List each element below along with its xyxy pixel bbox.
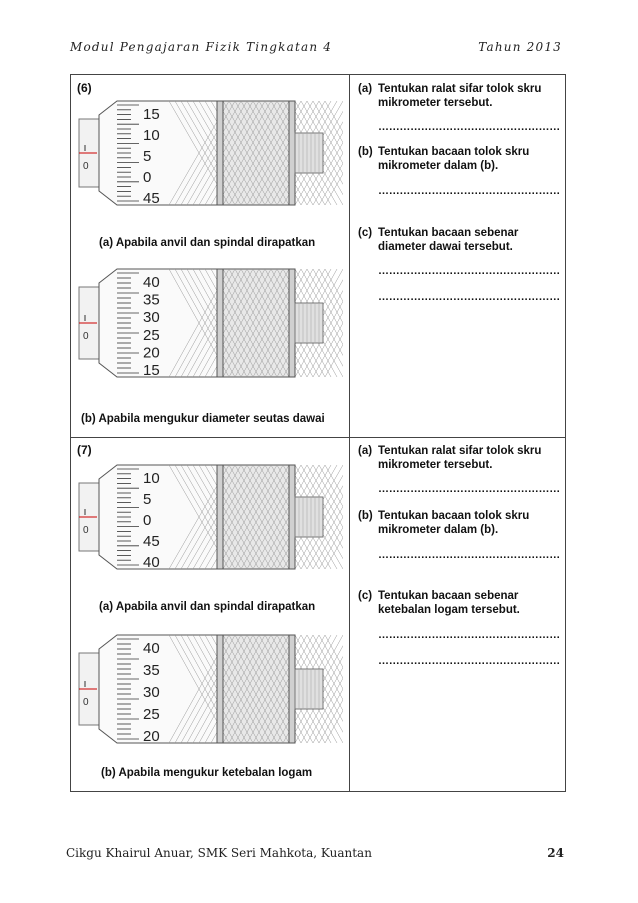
question-row-7 xyxy=(71,437,565,791)
part-label: (b) xyxy=(358,146,373,158)
question-number: (7) xyxy=(77,443,92,457)
answer-line: …………………………………………… xyxy=(378,291,560,303)
micrometer-zero-reading xyxy=(77,457,343,577)
header-year: Tahun 2013 xyxy=(478,40,562,54)
part-text: mikrometer tersebut. xyxy=(378,459,493,471)
knob-rim xyxy=(217,101,223,205)
part-text: Tentukan bacaan sebenar xyxy=(378,227,519,239)
answer-line: …………………………………………… xyxy=(378,185,560,197)
thimble-scale-label: 35 xyxy=(143,662,160,679)
part-text: diameter dawai tersebut. xyxy=(378,241,513,253)
thimble-scale-label: 5 xyxy=(143,148,152,165)
part-text: Tentukan ralat sifar tolok skru xyxy=(378,83,542,95)
thimble-scale-label: 25 xyxy=(143,326,160,344)
micrometer-metal-reading xyxy=(77,627,343,751)
thimble-scale-label: 20 xyxy=(143,344,160,362)
header-module-title: Modul Pengajaran Fizik Tingkatan 4 xyxy=(70,40,333,54)
micrometer-zero-reading xyxy=(77,93,343,213)
question-part-b xyxy=(358,145,563,173)
caption-wire-reading: (b) Apabila mengukur diameter seutas dawai xyxy=(81,413,325,425)
answer-line: …………………………………………… xyxy=(378,549,560,561)
part-text: Tentukan bacaan sebenar xyxy=(378,590,519,602)
thimble-scale-label: 15 xyxy=(143,362,160,379)
part-label: (a) xyxy=(358,445,373,457)
sleeve-zero-label: 0 xyxy=(83,697,89,708)
question-part-b xyxy=(358,509,563,537)
knob-rim xyxy=(289,635,295,743)
knob-rim xyxy=(289,269,295,377)
thimble-scale-label: 45 xyxy=(143,190,160,207)
part-text: ketebalan logam tersebut. xyxy=(378,604,520,616)
caption-metal-reading: (b) Apabila mengukur ketebalan logam xyxy=(101,767,313,779)
sleeve-zero-label: 0 xyxy=(83,161,89,172)
part-label: (c) xyxy=(358,227,373,239)
thimble-scale-label: 30 xyxy=(143,684,160,701)
knob-rim xyxy=(289,465,295,569)
sleeve-zero-label: 0 xyxy=(83,525,89,536)
question-part-a xyxy=(358,82,563,110)
part-text: mikrometer dalam (b). xyxy=(378,524,499,536)
part-text: Tentukan bacaan tolok skru xyxy=(378,146,530,158)
thimble-scale-label: 15 xyxy=(143,106,160,123)
answer-line: …………………………………………… xyxy=(378,629,560,641)
thimble-scale-label: 0 xyxy=(143,169,152,186)
thimble-scale-label: 25 xyxy=(143,706,160,723)
question-number: (6) xyxy=(77,81,92,95)
question-row-6 xyxy=(71,75,565,438)
caption-zero-reading: (a) Apabila anvil dan spindal dirapatkan xyxy=(99,237,316,249)
micrometer-drawing xyxy=(79,101,343,207)
micrometer-drawing xyxy=(79,635,343,745)
knob-rim xyxy=(217,269,223,377)
answer-line: …………………………………………… xyxy=(378,121,560,133)
part-text: Tentukan ralat sifar tolok skru xyxy=(378,445,542,457)
thimble-scale-label: 40 xyxy=(143,640,160,657)
thimble-scale-label: 0 xyxy=(143,512,152,529)
knob-rim xyxy=(217,635,223,743)
thimble-scale-label: 5 xyxy=(143,491,152,508)
part-text: Tentukan bacaan tolok skru xyxy=(378,510,530,522)
knob-rim xyxy=(289,101,295,205)
knob-rim xyxy=(217,465,223,569)
question-cell xyxy=(350,437,565,791)
question-part-c xyxy=(358,226,563,254)
footer-author: Cikgu Khairul Anuar, SMK Seri Mahkota, Kuantan xyxy=(66,846,372,860)
question-part-a xyxy=(358,444,563,472)
answer-line: …………………………………………… xyxy=(378,265,560,277)
question-table xyxy=(70,74,566,792)
thimble-scale-label: 10 xyxy=(143,127,160,144)
micrometer-drawing xyxy=(79,269,343,379)
part-text: mikrometer tersebut. xyxy=(378,97,493,109)
question-part-c xyxy=(358,589,563,617)
caption-zero-reading: (a) Apabila anvil dan spindal dirapatkan xyxy=(99,601,316,613)
thimble-scale-label: 10 xyxy=(143,470,160,487)
question-cell xyxy=(350,75,565,437)
part-label: (a) xyxy=(358,83,373,95)
thimble-scale-label: 45 xyxy=(143,533,160,550)
diagram-cell xyxy=(71,75,350,437)
answer-line: …………………………………………… xyxy=(378,655,560,667)
thimble-scale-label: 35 xyxy=(143,291,160,309)
thimble-scale-label: 40 xyxy=(143,274,160,291)
diagram-cell xyxy=(71,437,350,791)
micrometer-wire-reading xyxy=(77,261,343,385)
sleeve-zero-label: 0 xyxy=(83,331,89,342)
micrometer-drawing xyxy=(79,465,343,571)
part-label: (b) xyxy=(358,510,373,522)
page-number: 24 xyxy=(547,846,564,860)
answer-line: …………………………………………… xyxy=(378,483,560,495)
thimble-scale-label: 30 xyxy=(143,309,160,327)
part-label: (c) xyxy=(358,590,373,602)
part-text: mikrometer dalam (b). xyxy=(378,160,499,172)
thimble-scale-label: 20 xyxy=(143,728,160,745)
thimble-scale-label: 40 xyxy=(143,554,160,571)
